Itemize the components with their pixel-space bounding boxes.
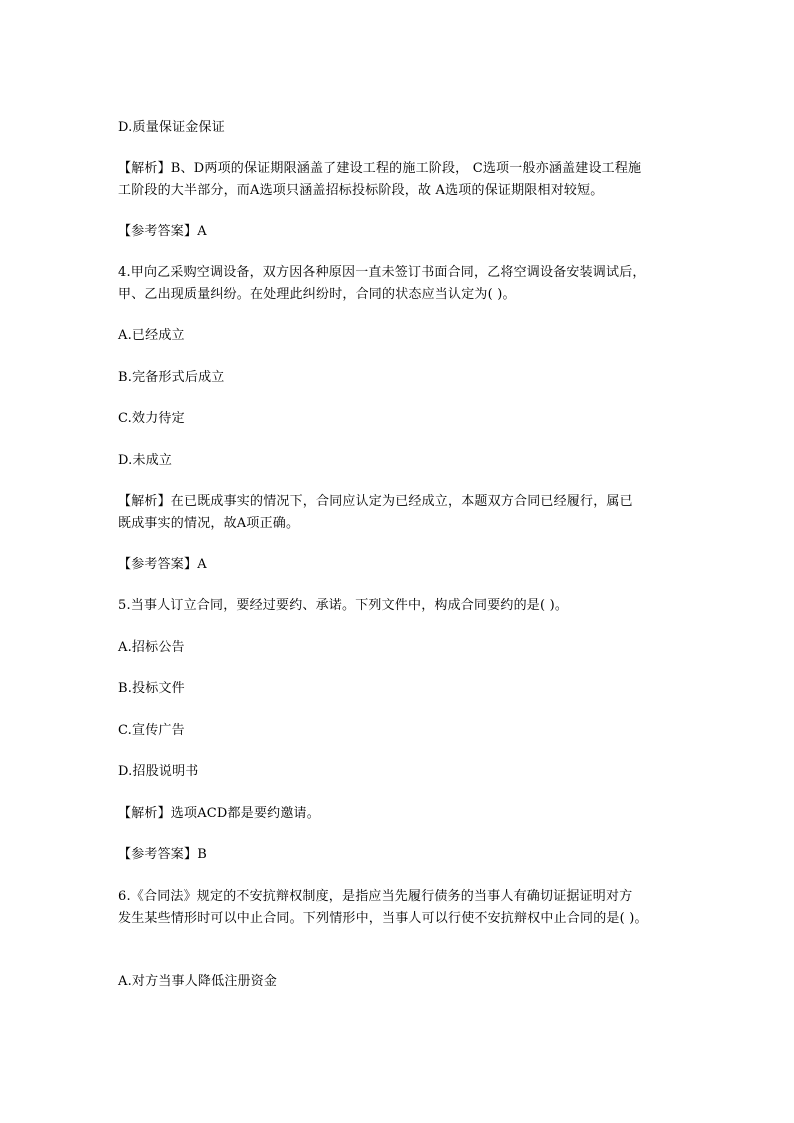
answer-line: 【参考答案】A — [118, 557, 207, 572]
option-c-line: C.宣传广告 — [118, 723, 185, 738]
question-6-line: 发生某些情形时可以中止合同。下列情形中，当事人可以行使不安抗辩权中止合同的是( )。 — [118, 911, 648, 926]
option-d-line: D.未成立 — [118, 453, 173, 468]
answer-line: 【参考答案】A — [118, 224, 207, 239]
analysis-line: 工阶段的大半部分，而A选项只涵盖招标投标阶段，故 A选项的保证期限相对较短。 — [118, 183, 604, 198]
option-d-line: D.质量保证金保证 — [118, 120, 225, 135]
option-a-line: A.招标公告 — [118, 640, 185, 655]
option-c-line: C.效力待定 — [118, 411, 185, 426]
analysis-line: 【解析】在已既成事实的情况下，合同应认定为已经成立，本题双方合同已经履行，属已 — [118, 494, 633, 509]
option-a-line: A.对方当事人降低注册资金 — [118, 974, 278, 989]
analysis-line: 【解析】选项ACD都是要约邀请。 — [118, 806, 320, 821]
answer-line: 【参考答案】B — [118, 847, 207, 862]
analysis-line: 【解析】B、D两项的保证期限涵盖了建设工程的施工阶段， C选项一般亦涵盖建设工程施 — [118, 161, 642, 176]
question-4-line: 4.甲向乙采购空调设备，双方因各种原因一直未签订书面合同，乙将空调设备安装调试后， — [118, 265, 646, 280]
question-6-line: 6.《合同法》规定的不安抗辩权制度，是指应当先履行债务的当事人有确切证据证明对方 — [118, 889, 633, 904]
analysis-line: 既成事实的情况，故A项正确。 — [118, 516, 300, 531]
question-5-line: 5.当事人订立合同，要经过要约、承诺。下列文件中，构成合同要约的是( )。 — [118, 598, 569, 613]
option-d-line: D.招股说明书 — [118, 764, 199, 779]
option-b-line: B.投标文件 — [118, 681, 185, 696]
question-4-line: 甲、乙出现质量纠纷。在处理此纠纷时，合同的状态应当认定为( )。 — [118, 287, 516, 302]
option-a-line: A.已经成立 — [118, 328, 185, 343]
option-b-line: B.完备形式后成立 — [118, 370, 225, 385]
